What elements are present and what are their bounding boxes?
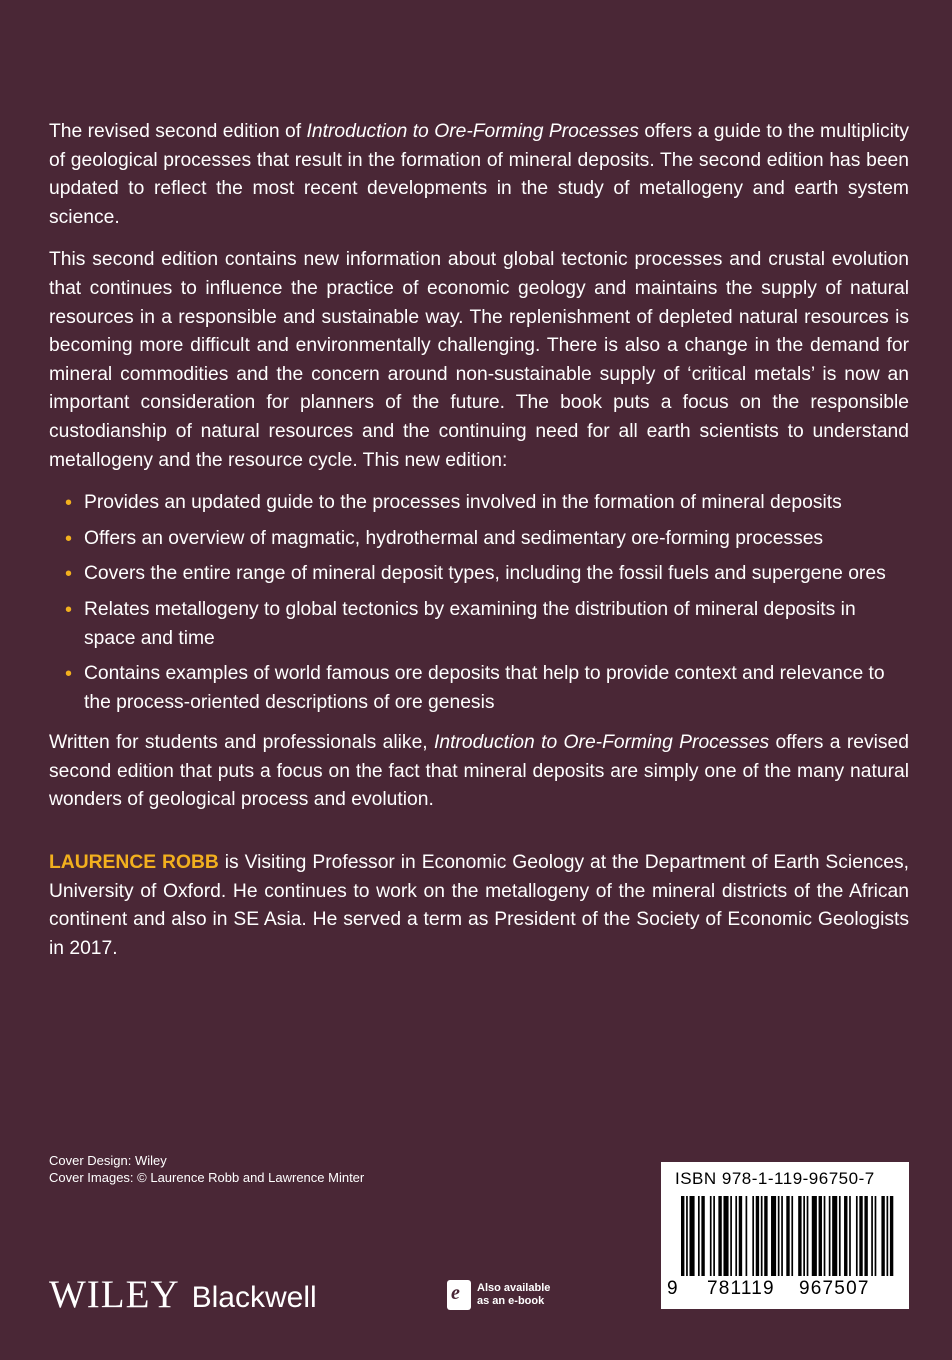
barcode-bar (761, 1196, 763, 1276)
barcode-bar (812, 1196, 817, 1276)
ebook-line-2: as an e-book (477, 1295, 545, 1307)
feature-text: Covers the entire range of mineral deposit types, including the fossil fuels and supergene ores (84, 563, 886, 585)
barcode-bar (713, 1196, 715, 1276)
barcode-bar (859, 1196, 862, 1276)
barcode-bar (824, 1196, 826, 1276)
barcode-bar (764, 1196, 767, 1276)
bullet-icon: • (65, 527, 73, 550)
wiley-wordmark: WILEY (49, 1273, 180, 1316)
author-bio-text: is Visiting Professor in Economic Geology at the Department of Earth Sciences, University of Oxford. He continues to work on the metallogeny of the mineral districts of the African continent and also in SE Asia. He served a term as President of the Society of Economic Geologists in 2017. (49, 852, 910, 959)
cover-images-credit: Cover Images: © Laurence Robb and Lawrence Minter (49, 1170, 365, 1185)
ebook-badge (447, 1280, 550, 1310)
barcode-bar (803, 1196, 805, 1276)
barcode-bar (771, 1196, 776, 1276)
feature-text: Offers an overview of magmatic, hydrothermal and sedimentary ore-forming processes (84, 527, 824, 549)
barcode-bar (871, 1196, 873, 1276)
barcode-bar (819, 1196, 822, 1276)
barcode-bar (778, 1196, 780, 1276)
e-book-icon: e (447, 1280, 471, 1310)
feature-text: Contains examples of world famous ore deposits that help to provide context and relevance to the process-oriented descriptions of ore genesis (84, 663, 885, 713)
barcode-bar (781, 1196, 783, 1276)
audience-text-start: Written for students and professionals alike, (49, 732, 434, 754)
second-edition-paragraph: This second edition contains new information about global tectonic processes and crustal evolution that continues to influence the practice of economic geology and maintains the supply of natural resources in a responsible and sustainable way. The replenishment of depleted natural resources is becoming more difficult and environmentally challenging. There is also a change in the demand for mineral commodities and the concern around non-sustainable supply of ‘critical metals’ is now an important consideration for planners of the future. The book puts a focus on the responsible custodianship of natural resources and the continuing need for all earth scientists to understand metallogeny and the resource cycle. This new edition: (49, 249, 909, 471)
barcode-bar (686, 1196, 688, 1276)
barcode-bar (849, 1196, 851, 1276)
bullet-icon: • (65, 598, 73, 621)
barcode-bar (739, 1196, 742, 1276)
book-title-italic: Introduction to Ore-Forming Processes (434, 732, 770, 754)
barcode-bar (718, 1196, 721, 1276)
barcode-bar (856, 1196, 858, 1276)
barcode-bar (752, 1196, 754, 1276)
blackwell-wordmark: Blackwell (191, 1281, 317, 1314)
feature-item (49, 560, 909, 589)
barcode-digits-left: 781119 (707, 1278, 775, 1299)
barcode-bar (791, 1196, 793, 1276)
barcode-bar (798, 1196, 801, 1276)
ebook-line-1: Also available (477, 1282, 551, 1294)
intro-paragraph (49, 118, 909, 232)
barcode-bar (839, 1196, 841, 1276)
barcode-bar (890, 1196, 893, 1276)
feature-text: Relates metallogeny to global tectonics by examining the distribution of mineral deposits in space and time (84, 598, 856, 649)
feature-item (49, 489, 909, 518)
barcode-bar (807, 1196, 809, 1276)
bullet-icon: • (65, 663, 73, 686)
book-title-italic: Introduction to Ore-Forming Processes (306, 121, 639, 142)
blurb (49, 118, 909, 977)
barcode-bar (710, 1196, 712, 1276)
feature-item (49, 525, 909, 554)
publisher-logo (49, 1272, 317, 1318)
ebook-text (477, 1282, 550, 1308)
feature-item (49, 660, 909, 717)
barcode-icon (681, 1196, 895, 1276)
barcode-box (661, 1162, 909, 1309)
barcode-bar (701, 1196, 704, 1276)
barcode-bar (681, 1196, 684, 1276)
barcode-bar (887, 1196, 889, 1276)
bullet-icon: • (65, 492, 73, 515)
intro-text-start: The revised second edition of (49, 121, 307, 142)
feature-text: Provides an updated guide to the processes involved in the formation of mineral deposits (84, 492, 842, 514)
audience-paragraph (49, 729, 909, 815)
isbn-label: ISBN 978-1-119-96750-7 (675, 1169, 875, 1188)
author-name: LAURENCE ROBB (49, 852, 219, 874)
cover-credits (49, 1152, 364, 1186)
barcode-bar (844, 1196, 847, 1276)
barcode-digit-first: 9 (667, 1278, 678, 1299)
barcode-bar (881, 1196, 884, 1276)
barcode-bar (698, 1196, 700, 1276)
barcode-bar (875, 1196, 877, 1276)
cover-design-credit: Cover Design: Wiley (49, 1153, 167, 1168)
barcode-digits-right: 967507 (799, 1278, 870, 1299)
barcode-bar (723, 1196, 728, 1276)
feature-item (49, 596, 909, 653)
barcode-bar (730, 1196, 732, 1276)
intro-text-end: offers a guide to the multiplicity of geological processes that result in the formation of mineral deposits. The second edition has been updated to reflect the most recent developments in the study of metallogeny and earth system science. (49, 121, 909, 228)
barcode-bar (689, 1196, 694, 1276)
barcode-bar (735, 1196, 737, 1276)
barcode-bar (746, 1196, 748, 1276)
feature-list (49, 489, 909, 717)
barcode-bar (864, 1196, 867, 1276)
barcode-bar (829, 1196, 831, 1276)
audience-text-end: offers a revised second edition that puts a focus on the fact that mineral deposits are simply one of the many natural wonders of geological process and evolution. (49, 732, 909, 811)
bullet-icon: • (65, 563, 73, 586)
barcode-bar (756, 1196, 759, 1276)
barcode-bar (832, 1196, 837, 1276)
author-bio (49, 849, 909, 963)
barcode-bar (786, 1196, 789, 1276)
